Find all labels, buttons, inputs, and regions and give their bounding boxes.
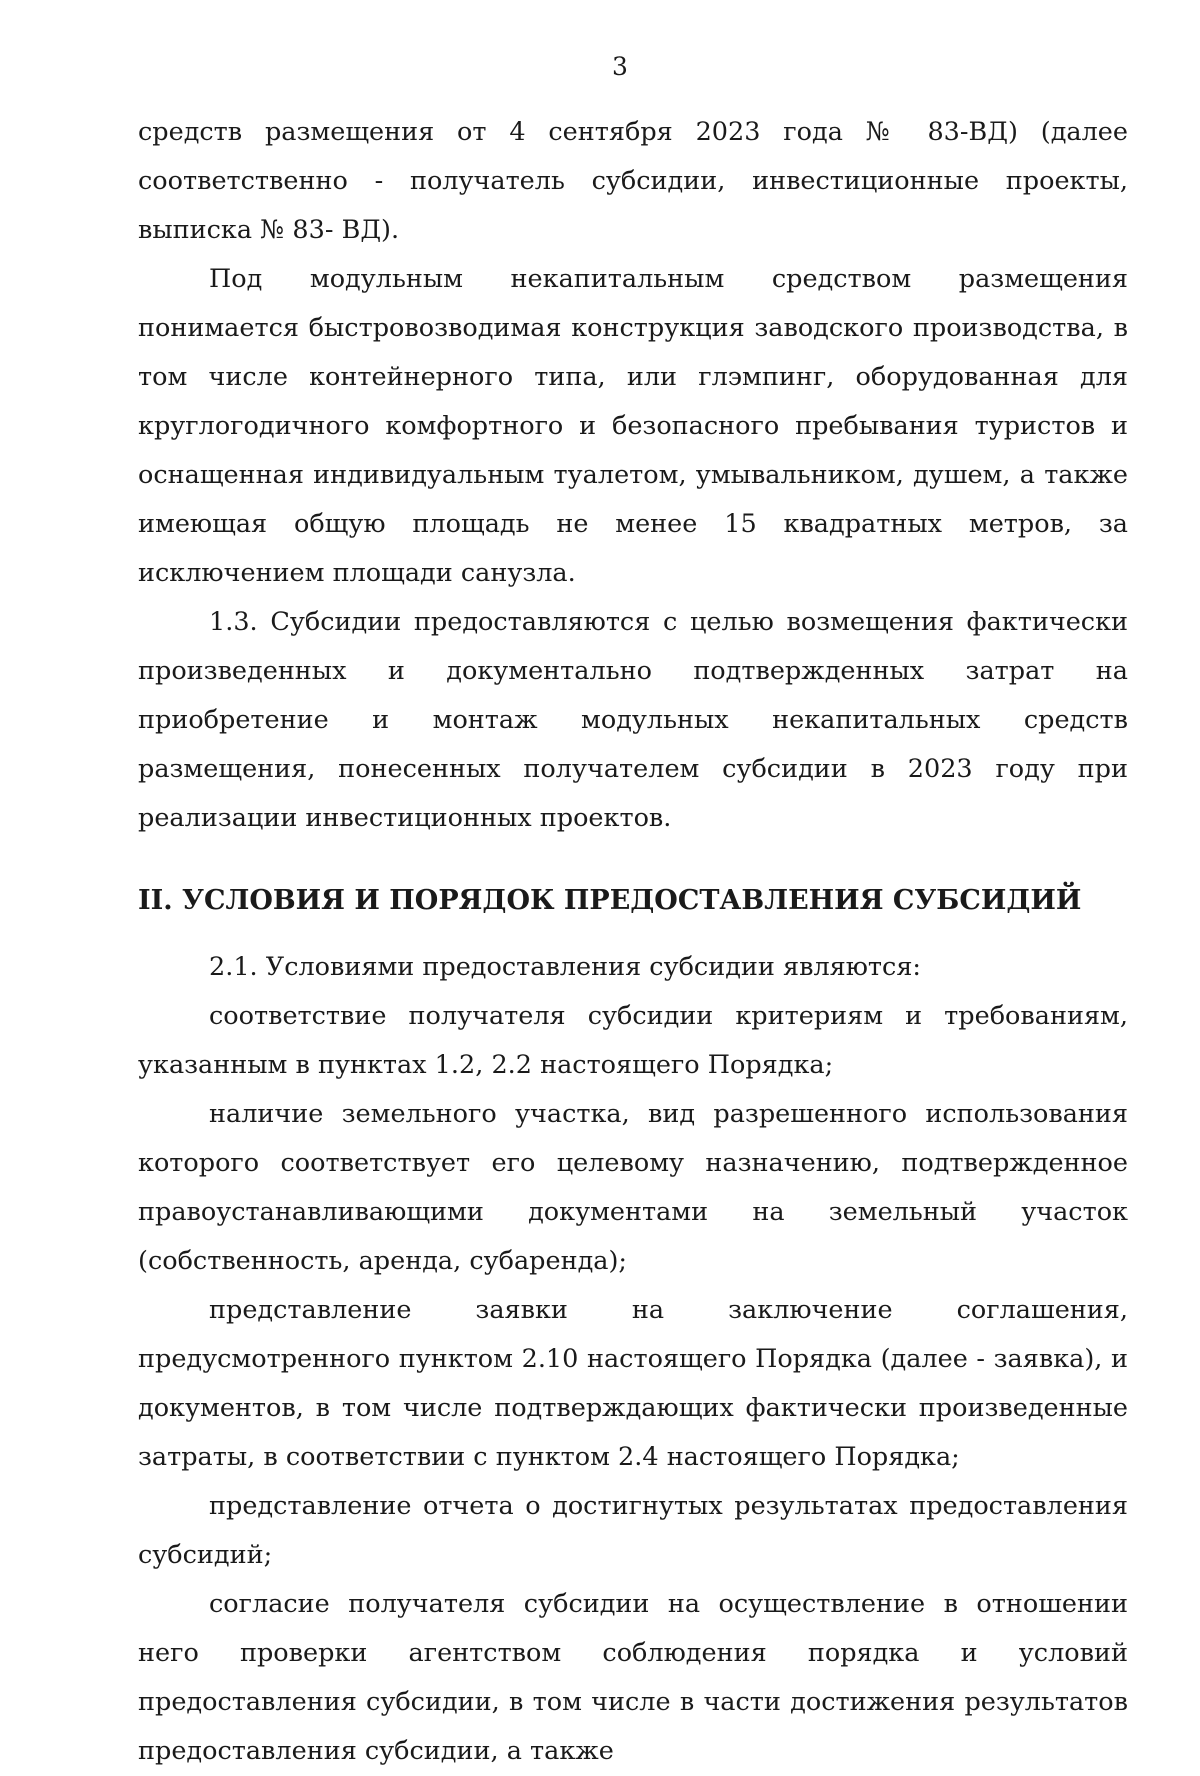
document-body	[138, 108, 1128, 1776]
paragraph-continuation: средств размещения от 4 сентября 2023 года № 83-ВД) (далее соответственно - получатель субсидии, инвестиционные проекты, выписка № 83- ВД).	[138, 117, 1128, 245]
paragraph-modular-definition: Под модульным некапитальным средством размещения понимается быстровозводимая конструкция заводского производства, в том числе контейнерного типа, или глэмпинг, оборудованная для круглогодичного комфортного и безопасного пребывания туристов и оснащенная индивидуальным туалетом, умывальником, душем, а также имеющая общую площадь не менее 15 квадратных метров, за исключением площади санузла.	[138, 264, 1128, 588]
page-number: 3	[612, 52, 628, 81]
paragraph-condition-consent: согласие получателя субсидии на осуществление в отношении него проверки агентством соблюдения порядка и условий предоставления субсидии, в том числе в части достижения результатов предоставления субсидии, а также	[138, 1589, 1128, 1766]
section-heading: II. УСЛОВИЯ И ПОРЯДОК ПРЕДОСТАВЛЕНИЯ СУБСИДИЙ	[138, 885, 1082, 916]
paragraph-condition-land: наличие земельного участка, вид разрешенного использования которого соответствует его целевому назначению, подтвержденное правоустанавливающими документами на земельный участок (собственность, аренда, субаренда);	[138, 1099, 1128, 1276]
paragraph-1-3: 1.3. Субсидии предоставляются с целью возмещения фактически произведенных и документально подтвержденных затрат на приобретение и монтаж модульных некапитальных средств размещения, понесенных получателем субсидии в 2023 году при реализации инвестиционных проектов.	[138, 607, 1128, 833]
paragraph-2-1: 2.1. Условиями предоставления субсидии являются:	[209, 952, 921, 982]
paragraph-condition-report: представление отчета о достигнутых результатах предоставления субсидий;	[138, 1491, 1128, 1570]
paragraph-condition-application: представление заявки на заключение соглашения, предусмотренного пунктом 2.10 настоящего Порядка (далее - заявка), и документов, в том числе подтверждающих фактически произведенные затраты, в соответствии с пунктом 2.4 настоящего Порядка;	[138, 1295, 1128, 1472]
paragraph-condition-criteria: соответствие получателя субсидии критериям и требованиям, указанным в пунктах 1.2, 2.2 настоящего Порядка;	[138, 1001, 1128, 1080]
